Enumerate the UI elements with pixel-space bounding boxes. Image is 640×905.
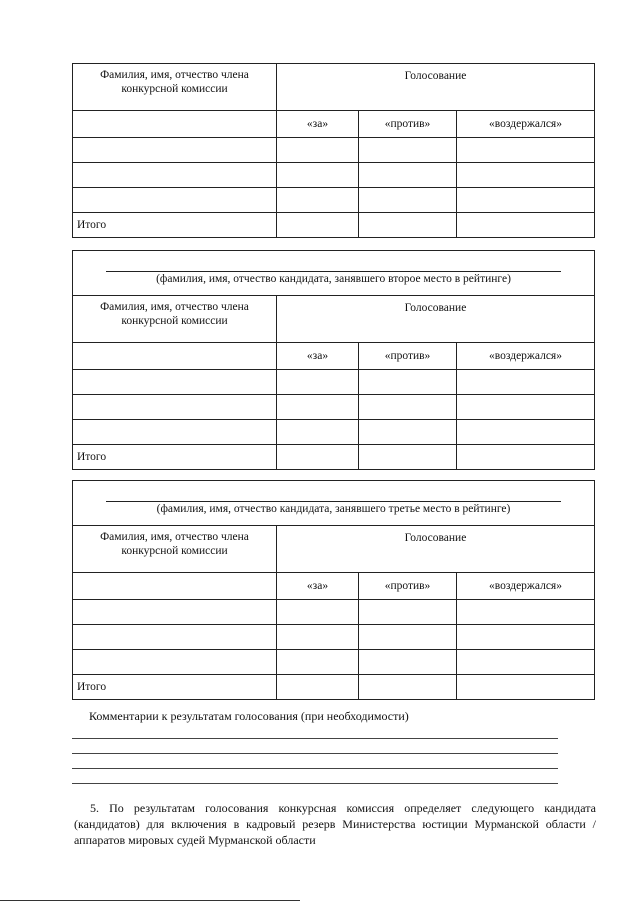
abstain-header: «воздержался» [457, 111, 595, 138]
for-header: «за» [277, 343, 359, 370]
total-label: Итого [73, 675, 277, 700]
voting-table-second-candidate [72, 250, 595, 470]
table-row [73, 420, 595, 445]
total-label: Итого [73, 445, 277, 470]
table-row [73, 600, 595, 625]
table-row [73, 395, 595, 420]
member-blank-cell [73, 343, 277, 370]
candidate-name-field[interactable] [73, 251, 595, 296]
abstain-header: «воздержался» [457, 573, 595, 600]
table-row [73, 163, 595, 188]
vote-header: Голосование [277, 526, 595, 573]
member-header: Фамилия, имя, отчество члена конкурсной комиссии [73, 64, 277, 111]
total-row [73, 445, 595, 470]
table-row [73, 370, 595, 395]
footer-divider [0, 900, 300, 901]
comments-label: Комментарии к результатам голосования (при необходимости) [89, 709, 409, 723]
candidate-name-line [106, 501, 561, 502]
for-header: «за» [277, 573, 359, 600]
candidate-name-field[interactable] [73, 481, 595, 526]
voting-table-first-candidate [72, 63, 595, 238]
total-row [73, 213, 595, 238]
comment-line[interactable] [72, 738, 558, 739]
table-row [73, 188, 595, 213]
member-blank-cell [73, 111, 277, 138]
member-header: Фамилия, имя, отчество члена конкурсной комиссии [73, 296, 277, 343]
abstain-header: «воздержался» [457, 343, 595, 370]
comment-line[interactable] [72, 783, 558, 784]
against-header: «против» [359, 343, 457, 370]
member-header: Фамилия, имя, отчество члена конкурсной комиссии [73, 526, 277, 573]
paragraph-5: 5. По результатам голосования конкурсная комиссия определяет следующего кандидата (кандидатов) для включения в кадровый резерв Министерства юстиции Мурманской области / аппаратов мировых судей Мурманской области [74, 801, 596, 847]
candidate-name-line [106, 271, 561, 272]
member-blank-cell [73, 573, 277, 600]
table-row [73, 625, 595, 650]
candidate-caption: (фамилия, имя, отчество кандидата, занявшего второе место в рейтинге) [156, 273, 511, 285]
comment-line[interactable] [72, 768, 558, 769]
for-header: «за» [277, 111, 359, 138]
table-row [73, 138, 595, 163]
total-row [73, 675, 595, 700]
total-label: Итого [73, 213, 277, 238]
vote-header: Голосование [277, 64, 595, 111]
vote-header: Голосование [277, 296, 595, 343]
against-header: «против» [359, 111, 457, 138]
candidate-caption: (фамилия, имя, отчество кандидата, занявшего третье место в рейтинге) [156, 503, 511, 515]
table-row [73, 650, 595, 675]
against-header: «против» [359, 573, 457, 600]
voting-table-third-candidate [72, 480, 595, 700]
comment-line[interactable] [72, 753, 558, 754]
